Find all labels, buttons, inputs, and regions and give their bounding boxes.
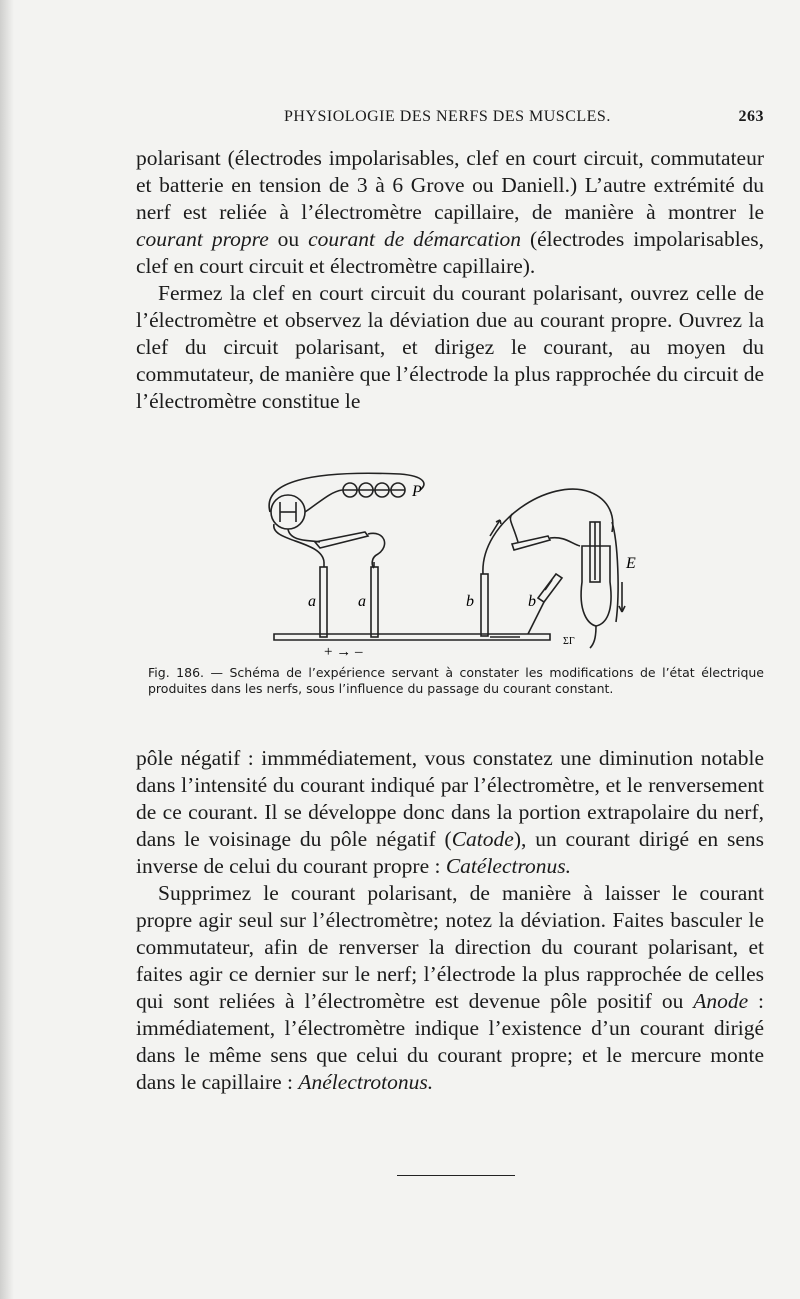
header-title: PHYSIOLOGIE DES NERFS DES MUSCLES. [284,108,611,125]
para1-italic-courant-propre: courant propre [136,227,269,251]
paragraph-4 [136,880,764,1096]
electrode-a-right [371,567,378,637]
para1-text-c: (électrodes impolarisables, clef en court circuit et électromètre capillaire). [136,227,764,278]
capillary-electrometer [581,546,611,626]
para4-italic-anelectrotonus: Anélectrotonus. [298,1070,434,1094]
page-number: 263 [738,108,764,125]
para4-text-a: Supprimez le courant polarisant, de manière à laisser le courant propre agir seul sur l’électromètre; notez la déviation. Faites basculer le commutateur, afin de renverser la direction du courant polarisant, et faites agir ce dernier sur le nerf; l’électrode la plus rapprochée de celles qui sont reliées à l’électromètre est devenue pôle positif ou [136,881,764,1013]
short-circuit-key-2 [512,536,550,550]
paragraph-3 [136,745,764,880]
para3-italic-catode: Catode [451,827,514,851]
para3-text-a: pôle négatif : immmédiatement, vous constatez une diminution notable dans l’intensité du courant indiqué par l’électromètre, et le renversement de ce courant. Il se développe donc dans la portion extrapolaire du nerf, dans le voisinage du pôle négatif ( [136,746,764,851]
label-polarity: + → – [324,644,363,660]
para1-text-b: ou [268,227,309,251]
label-figure-mark: ΣΓ [563,636,575,647]
electrode-a-left [320,567,327,637]
label-E: E [626,555,636,572]
paragraph-1 [136,145,764,280]
figure-186-diagram [250,462,650,662]
paragraph-2: Fermez la clef en court circuit du courant polarisant, ouvrez celle de l’électromètre et observez la déviation due au courant propre. Ouvrez la clef du circuit polarisant, et dirigez le courant, au moyen du commutateur, de manière que l’électrode la plus rapprochée du circuit de l’électromètre constitue le [136,281,764,413]
text-block-bottom [136,745,764,1096]
short-circuit-key-1 [315,532,368,548]
para3-text-b: ), un courant dirigé en sens inverse de celui du courant propre : [136,827,764,878]
para4-italic-anode: Anode [693,989,749,1013]
electrode-b-left [481,574,488,636]
text-block-top [136,145,764,415]
label-P: P [412,483,422,500]
label-b-left: b [466,593,474,610]
para4-text-b: : immédiatement, l’électromètre indique l’existence d’un courant dirigé dans le même sens que celui du courant propre; et le mercure monte dans le capillaire : [136,989,764,1094]
para1-text-a: polarisant (électrodes impolarisables, clef en court circuit, commutateur et batterie en tension de 3 à 6 Grove ou Daniell.) L’autre extrémité du nerf est reliée à l’électromètre capillaire, de manière à montrer le [136,146,764,224]
label-a-right: a [358,593,366,610]
para3-italic-catelectronus: Catélectronus. [445,854,572,878]
section-end-rule [397,1175,515,1176]
running-header [284,108,764,132]
label-a-left: a [308,593,316,610]
label-b-right: b [528,593,536,610]
para1-italic-courant-demarcation: courant de démarcation [308,227,522,251]
page-gutter-shadow [0,0,14,1299]
figure-caption: Fig. 186. — Schéma de l’expérience servant à constater les modifications de l’état électrique produites dans les nerfs, sous l’influence du passage du courant constant. [148,665,764,696]
